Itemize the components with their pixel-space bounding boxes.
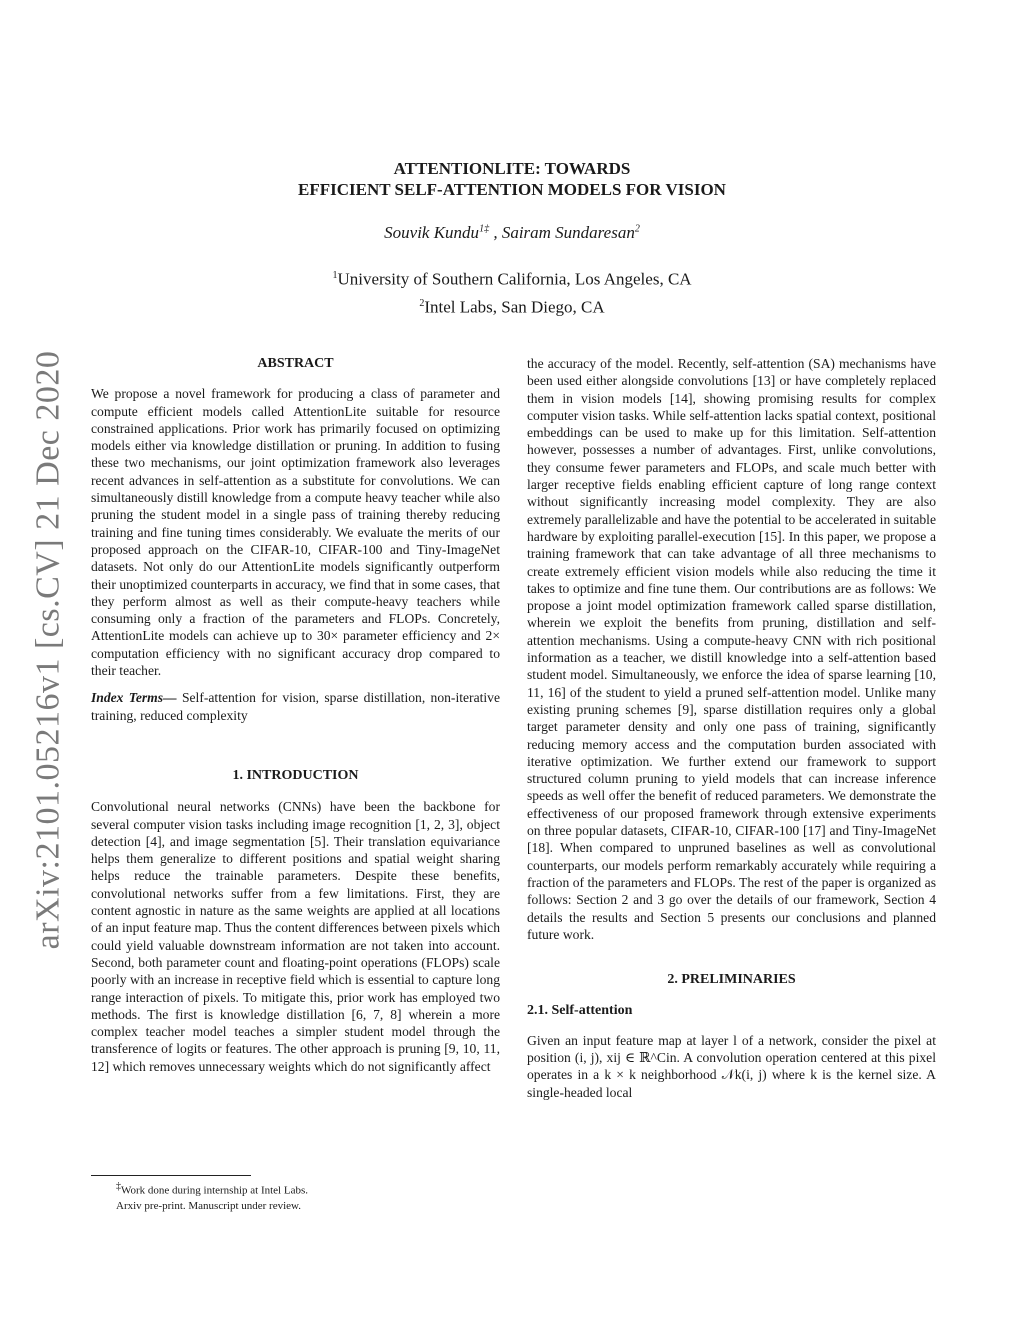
arxiv-stamp [28, 350, 68, 950]
author-list [0, 223, 1024, 243]
right-column [527, 355, 936, 1101]
self-attention-subheading: 2.1. Self-attention [527, 1003, 633, 1019]
footnote-rule [91, 1175, 251, 1176]
author-2-affil: 2 [634, 223, 640, 235]
prelim-heading: 2. PRELIMINARIES [667, 972, 796, 988]
footnote-line-2: Arxiv pre-print. Manuscript under review. [116, 1199, 302, 1212]
intro-text-right: the accuracy of the model. Recently, self-attention (SA) mechanisms have been used either alongside convolutions [13] or have completely replaced them in vision models [14], showing promising results for complex computer vision tasks. While self-attention lacks spatial context, positional embeddings can be used to make up for this limitation. Self-attention however, possesses a number of advantages. First, unlike convolutions, they consume fewer parameters and FLOPs, and scale much better with larger receptive fields enabling efficient capture of long range context without significantly increasing model complexity. They are also extremely parallelizable and have the potential to be accelerated in suitable hardware by exploiting parallel-execution [15]. In this paper, we propose a training framework that can take advantage of all three mechanisms to create extremely efficient vision models while also reducing the time it takes to optimize and fine tune them. Our contributions are as follows: We propose a joint model optimization framework called sparse distillation, wherein we exploit the benefits from pruning, distillation and self-attention mechanisms. Using a compute-heavy CNN with rich positional information as a teacher, we distill knowledge into a self-attention based student model. Simultaneously, we enforce the idea of sparse learning [10, 11, 16] of the student to yield a pruned self-attention model. Unlike many existing pruning schemes [9], sparse distillation requires only a global target parameter density and only one pass of training, significantly reducing memory access and the computation burden associated with iterative optimization. We further extend our framework to support structured column pruning to yield models that can increase inference speeds as well offer the benefit of reduced parameters. We demonstrate the effectiveness of our proposed framework through extensive experiments on three popular datasets, CIFAR-10, CIFAR-100 [17] and Tiny-ImageNet [18]. When compared to unpruned baselines as well as convolutional counterparts, our models perform remarkably accurately while requiring a fraction of the parameters and FLOPs. The rest of the paper is organized as follows: Section 2 and 3 go over the details of our framework, Section 4 details the results and Section 5 presents our conclusions and planned future work. [527, 356, 936, 942]
index-terms-label: Index Terms— [91, 690, 177, 706]
author-1: Souvik Kundu [384, 223, 480, 242]
title-line-2: EFFICIENT SELF-ATTENTION MODELS FOR VISION [298, 180, 726, 199]
affiliation-2: $^2$Intel Labs, San Diego, CA [419, 297, 605, 317]
index-terms-text: Self-attention for vision, sparse distillation, non-iterative training, reduced complexity [91, 690, 500, 723]
arxiv-identifier: arXiv:2101.05216v1 [cs.CV] 21 Dec 2020 [29, 350, 67, 950]
footnote [91, 1175, 500, 1214]
affiliations [0, 264, 1024, 319]
self-attention-text: Given an input feature map at layer l of a network, consider the pixel at position (i, j), xij ∈ ℝ^Cin. A convolution operation centered at this pixel operates in a k × k neighborhood 𝒩k(i, j) where k is the kernel size. A single-headed local [527, 1032, 936, 1100]
author-2: Sairam Sundaresan [501, 223, 635, 242]
author-separator: , [489, 223, 502, 242]
affiliation-1: $^1$University of Southern California, Los Angeles, CA [332, 269, 692, 289]
title-line-1: ATTENTIONLITE: TOWARDS [393, 159, 631, 178]
paper-title [0, 158, 1024, 200]
intro-heading: 1. INTRODUCTION [232, 767, 359, 783]
abstract-heading: ABSTRACT [257, 356, 334, 371]
index-terms [91, 689, 500, 724]
footnote-line-1: ‡Work done during internship at Intel Labs. [116, 1181, 308, 1197]
left-column [91, 355, 500, 1075]
author-1-affil: 1‡ [479, 223, 490, 235]
intro-text-left: Convolutional neural networks (CNNs) have been the backbone for several computer vision tasks including image recognition [1, 2, 3], object detection [4], and image segmentation [5]. Their translation equivariance helps them generalize to different positions and spatial weight sharing helps reduce the trainable parameters. Despite these benefits, convolutional networks suffer from a few limitations. First, they are content agnostic in nature as the same weights are applied at all locations of an input feature map. Thus the content differences between pixels which could yield valuable downstream information are not taken into account. Second, both parameter count and floating-point operations (FLOPs) scale poorly with an increase in receptive field which is essential to capture long range interaction of pixels. To mitigate this, prior work has employed two methods. The first is knowledge distillation [6, 7, 8] wherein a more complex teacher model teaches a simpler student model through the transference of logits or features. The other approach is pruning [9, 10, 11, 12] which removes unnecessary weights which do not significantly affect [91, 799, 500, 1074]
abstract-text: We propose a novel framework for producing a class of parameter and compute efficient models called AttentionLite suitable for resource constrained applications. Prior work has primarily focused on optimizing models either via knowledge distillation or pruning. In addition to fusing these two mechanisms, our joint optimization framework also leverages recent advances in self-attention as a substitute for convolutions. We can simultaneously distill knowledge from a compute heavy teacher while also pruning the student model in a single pass of training thereby reducing training and fine tuning times considerably. We evaluate the merits of our proposed approach on the CIFAR-10, CIFAR-100 and Tiny-ImageNet datasets. Not only do our AttentionLite models significantly outperform their unoptimized counterparts in accuracy, we find that in some cases, that they perform almost as well as their compute-heavy teachers while consuming only a fraction of the parameters and FLOPs. Concretely, AttentionLite models can achieve up to 30× parameter efficiency and 2× computation efficiency with no significant accuracy drop compared to their teacher. [91, 386, 500, 679]
